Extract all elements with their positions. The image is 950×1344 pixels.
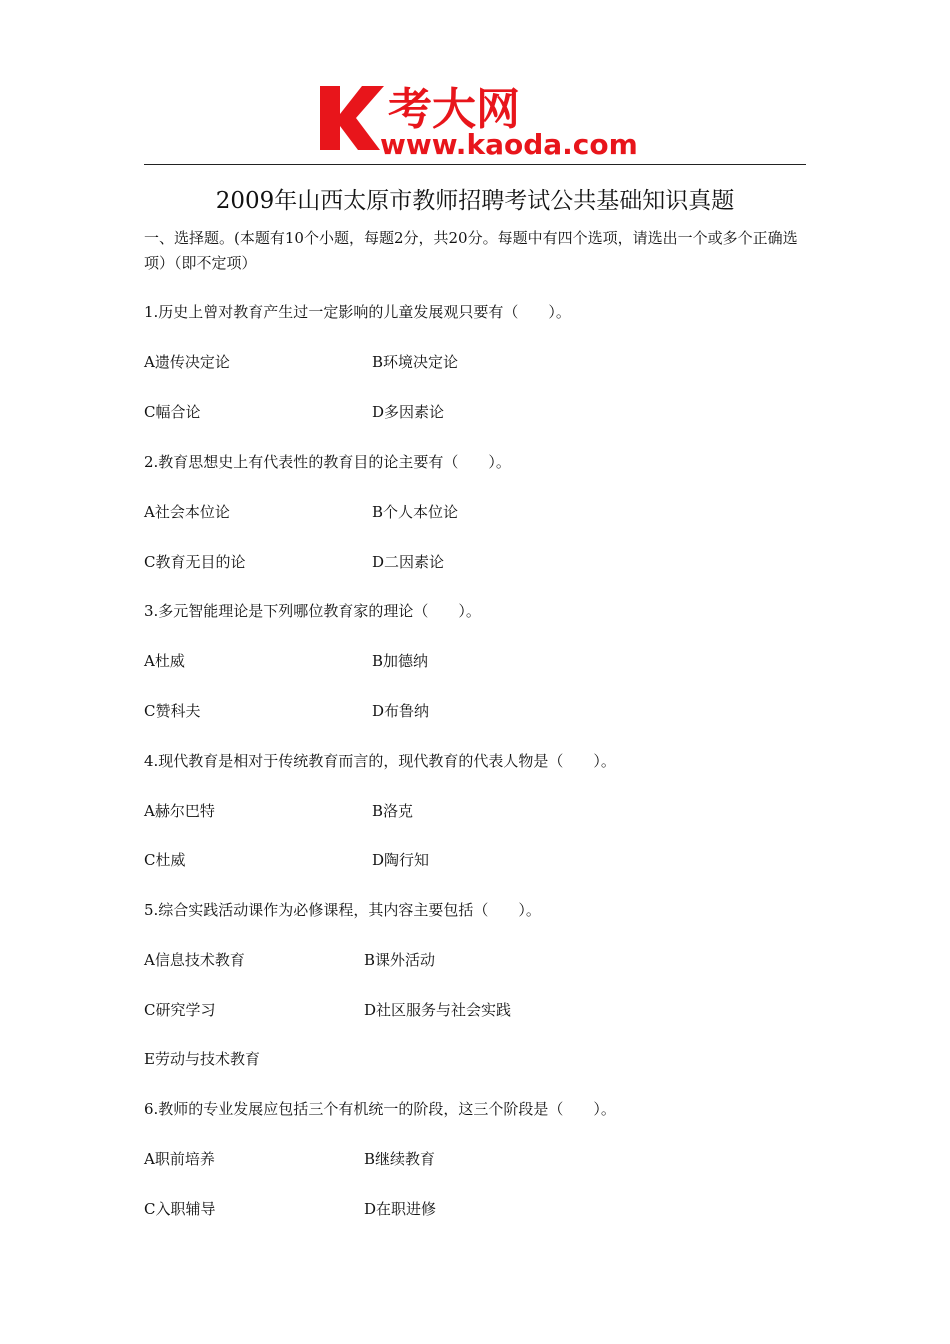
question-6-stem: 6.教师的专业发展应包括三个有机统一的阶段，这三个阶段是（ ）。 [144, 1100, 616, 1118]
question-3-option-b: B加德纳 [372, 652, 429, 670]
question-1-option-c: C幅合论 [144, 403, 201, 421]
question-4-option-b: B洛克 [372, 802, 414, 820]
question-1-option-b: B环境决定论 [372, 353, 459, 371]
question-6-option-b: B继续教育 [364, 1150, 436, 1168]
question-1-option-a: A遗传决定论 [144, 353, 230, 371]
question-6-option-a: A职前培养 [144, 1150, 215, 1168]
question-5-stem: 5.综合实践活动课作为必修课程，其内容主要包括（ ）。 [144, 901, 541, 919]
question-5-option-e: E劳动与技术教育 [144, 1050, 260, 1068]
question-4-option-a: A赫尔巴特 [144, 802, 215, 820]
kaoda-logo [318, 78, 640, 160]
question-2-option-d: D二因素论 [372, 553, 445, 571]
question-5-option-b: B课外活动 [364, 951, 436, 969]
question-3-option-a: A杜威 [144, 652, 185, 670]
question-3-option-d: D布鲁纳 [372, 702, 430, 720]
question-3-stem: 3.多元智能理论是下列哪位教育家的理论（ ）。 [144, 602, 481, 620]
question-3-option-c: C赞科夫 [144, 702, 201, 720]
question-2-option-a: A社会本位论 [144, 503, 230, 521]
logo-brand-cn: 考大网 [388, 84, 520, 135]
question-5-option-c: C研究学习 [144, 1001, 216, 1019]
question-2-option-c: C教育无目的论 [144, 553, 246, 571]
question-6-option-c: C入职辅导 [144, 1200, 216, 1218]
question-4-stem: 4.现代教育是相对于传统教育而言的，现代教育的代表人物是（ ）。 [144, 752, 616, 770]
question-1-stem: 1.历史上曾对教育产生过一定影响的儿童发展观只要有（ ）。 [144, 303, 571, 321]
page-title: 2009年山西太原市教师招聘考试公共基础知识真题 [215, 188, 735, 214]
question-5-option-a: A信息技术教育 [144, 951, 245, 969]
question-1-option-d: D多因素论 [372, 403, 445, 421]
question-2-stem: 2.教育思想史上有代表性的教育目的论主要有（ ）。 [144, 453, 511, 471]
logo-brand-url: www.kaoda.com [380, 128, 638, 160]
header-divider [144, 164, 806, 165]
question-4-option-d: D陶行知 [372, 851, 430, 869]
section-intro: 一、选择题。(本题有10个小题，每题2分，共20分。每题中有四个选项，请选出一个或多个正确选项）（即不定项） [144, 229, 798, 272]
question-4-option-c: C杜威 [144, 851, 186, 869]
question-6-option-d: D在职进修 [364, 1200, 437, 1218]
question-2-option-b: B个人本位论 [372, 503, 459, 521]
question-5-option-d: D社区服务与社会实践 [364, 1001, 512, 1019]
